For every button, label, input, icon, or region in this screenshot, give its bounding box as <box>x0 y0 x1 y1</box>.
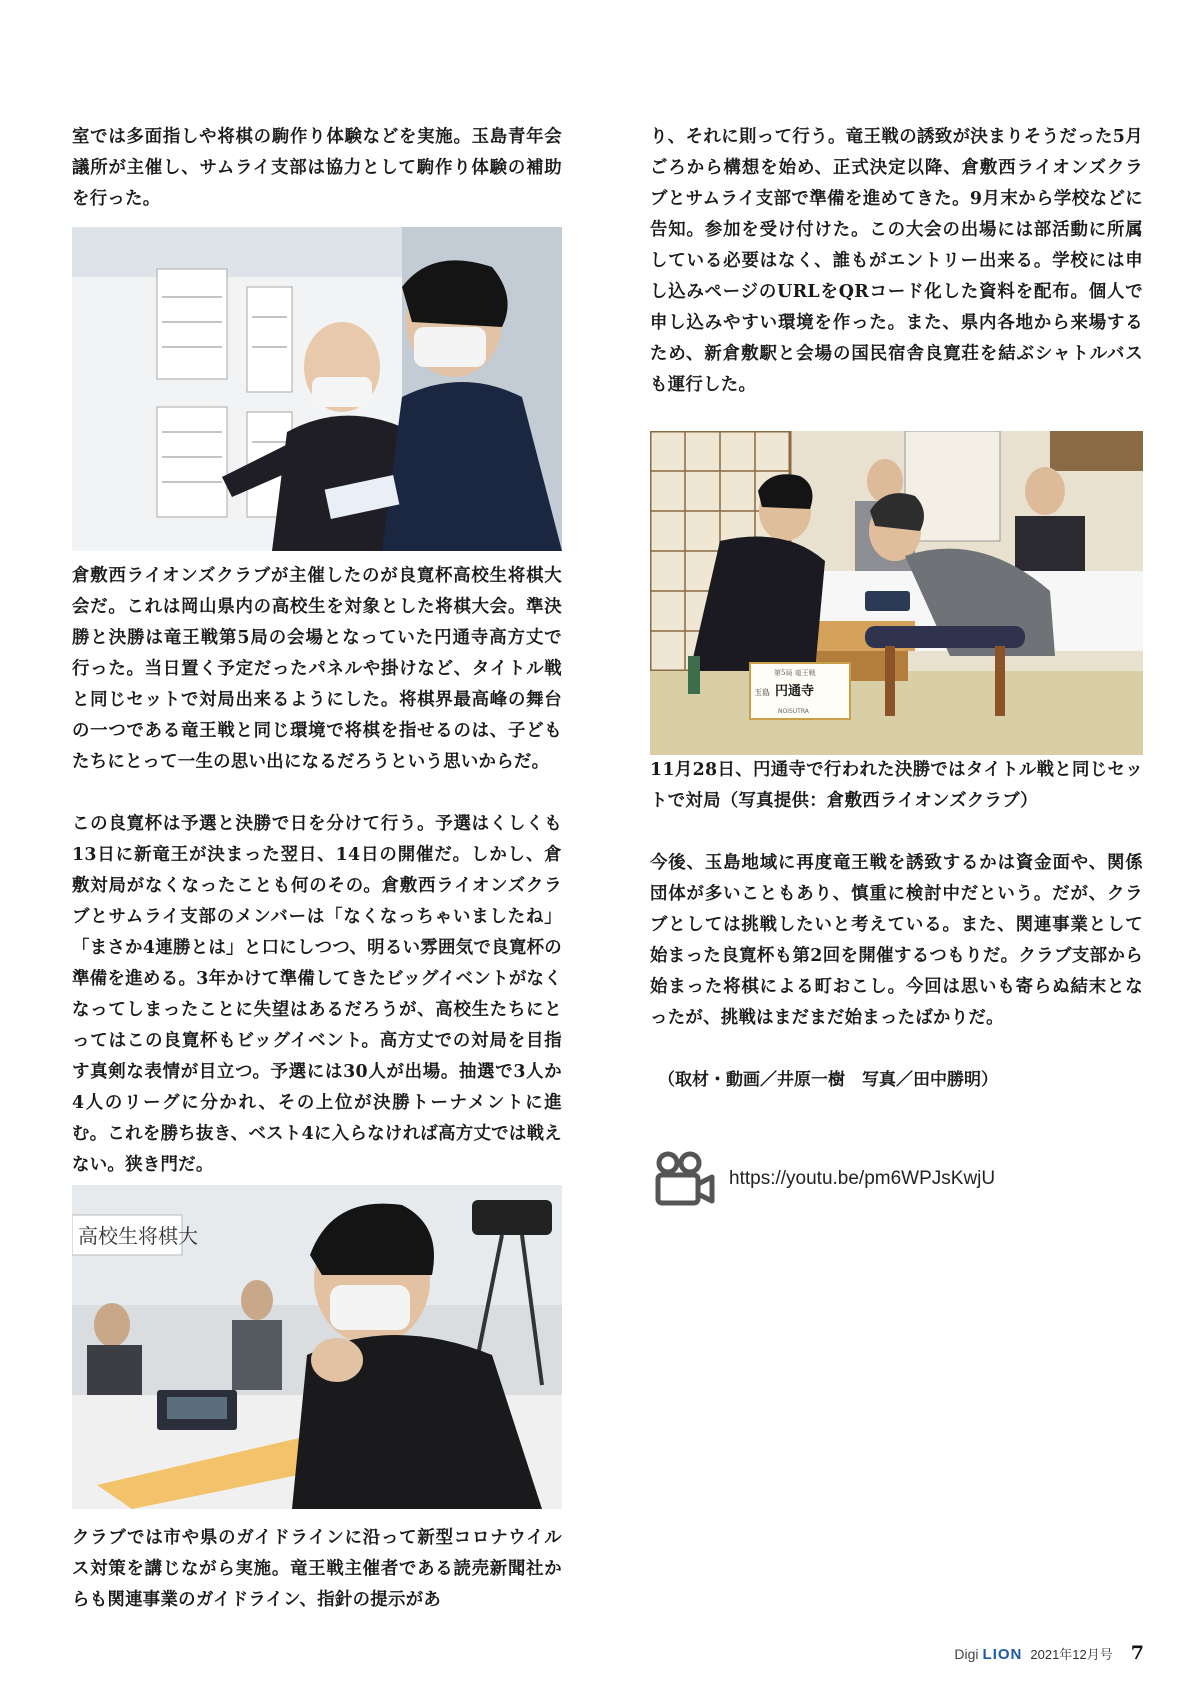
page-footer <box>954 1642 1144 1664</box>
placard-small: 第5局 竜王戦 <box>774 669 816 677</box>
left-paragraph-4: クラブでは市や県のガイドラインに沿って新型コロナウイルス対策を講じながら実施。竜王戦主催者である読売新聞社からも関連事業のガイドライン、指針の提示があ <box>72 1528 562 1610</box>
placard-name: 円通寺 <box>775 684 815 699</box>
footer-issue-date: 2021年12月号 <box>1030 1647 1113 1662</box>
left-paragraph-3: この良寛杯は予選と決勝で日を分けて行う。予選はくしくも13日に新竜王が決まった翌日、14日の開催だ。しかし、倉敷対局がなくなったことも何のその。倉敷西ライオンズクラブとサムライ支部のメンバーは「なくなっちゃいましたね」「まさか4連勝とは」と口にしつつ、明るい雰囲気で良寛杯の準備を進める。3年かけて準備してきたビッグイベントがなくなってしまったことに失望はあるだろうが、高校生たちにとってはこの良寛杯もビッグイベント。高方丈での対局を目指す真剣な表情が目立つ。予選には30人が出場。抽選で3人か4人のリーグに分かれ、その上位が決勝トーナメントに進む。これを勝ち抜き、ベスト4に入らなければ高方丈では戦えない。狭き門だ。 <box>72 814 562 1175</box>
footer-lion-logo: LION <box>982 1646 1023 1663</box>
page-number: 7 <box>1130 1642 1144 1664</box>
photo-caption: 11月28日、円通寺で行われた決勝ではタイトル戦と同じセットで対局（写真提供：倉敷西ライオンズクラブ） <box>650 760 1143 811</box>
photo-final-match <box>650 431 1143 755</box>
credit-line: （取材・動画／井原一樹 写真／田中勝明） <box>658 1070 998 1090</box>
right-paragraph-1: り、それに則って行う。竜王戦の誘致が決まりそうだった5月ごろから構想を始め、正式決定以降、倉敷西ライオンズクラブとサムライ支部で準備を進めてきた。9月末から学校などに告知。参加を受け付けた。この大会の出場には部活動に所属している必要はなく、誰もがエントリー出来る。学校には申し込みページのURLをQRコード化した資料を配布。個人で申し込みやすい環境を作った。また、県内各地から来場するため、新倉敷駅と会場の国民宿舎良寛荘を結ぶシャトルバスも運行した。 <box>650 127 1143 395</box>
video-url-link[interactable]: https://youtu.be/pm6WPJsKwjU <box>729 1168 996 1189</box>
left-column <box>72 122 562 1616</box>
banner-text: 高校生将棋大 <box>78 1224 198 1248</box>
right-column <box>650 122 1143 1107</box>
left-paragraph-1: 室では多面指しや将棋の駒作り体験などを実施。玉島青年会議所が主催し、サムライ支部は協力として駒作り体験の補助を行った。 <box>72 127 562 209</box>
photo-whiteboard <box>72 227 562 551</box>
video-link-row[interactable] <box>655 1150 995 1208</box>
footer-digi: Digi <box>954 1646 979 1662</box>
placard-brand: NOISUTRA <box>778 708 809 715</box>
video-camera-icon <box>655 1150 717 1208</box>
placard-place: 玉島 <box>754 688 770 697</box>
left-paragraph-2: 倉敷西ライオンズクラブが主催したのが良寛杯高校生将棋大会だ。これは岡山県内の高校生を対象とした将棋大会。準決勝と決勝は竜王戦第5局の会場となっていた円通寺高方丈で行った。当日置く予定だったパネルや掛けなど、タイトル戦と同じセットで対局出来るようにした。将棋界最高峰の舞台の一つである竜王戦と同じ環境で将棋を指せるのは、子どもたちにとって一生の思い出になるだろうという思いからだ。 <box>72 566 562 772</box>
right-paragraph-2: 今後、玉島地域に再度竜王戦を誘致するかは資金面や、関係団体が多いこともあり、慎重に検討中だという。だが、クラブとしては挑戦したいと考えている。また、関連事業として始まった良寛杯も第2回を開催するつもりだ。クラブ支部から始まった将棋による町おこし。今回は思いも寄らぬ結末となったが、挑戦はまだまだ始まったばかりだ。 <box>650 853 1143 1028</box>
photo-student-playing <box>72 1185 562 1509</box>
